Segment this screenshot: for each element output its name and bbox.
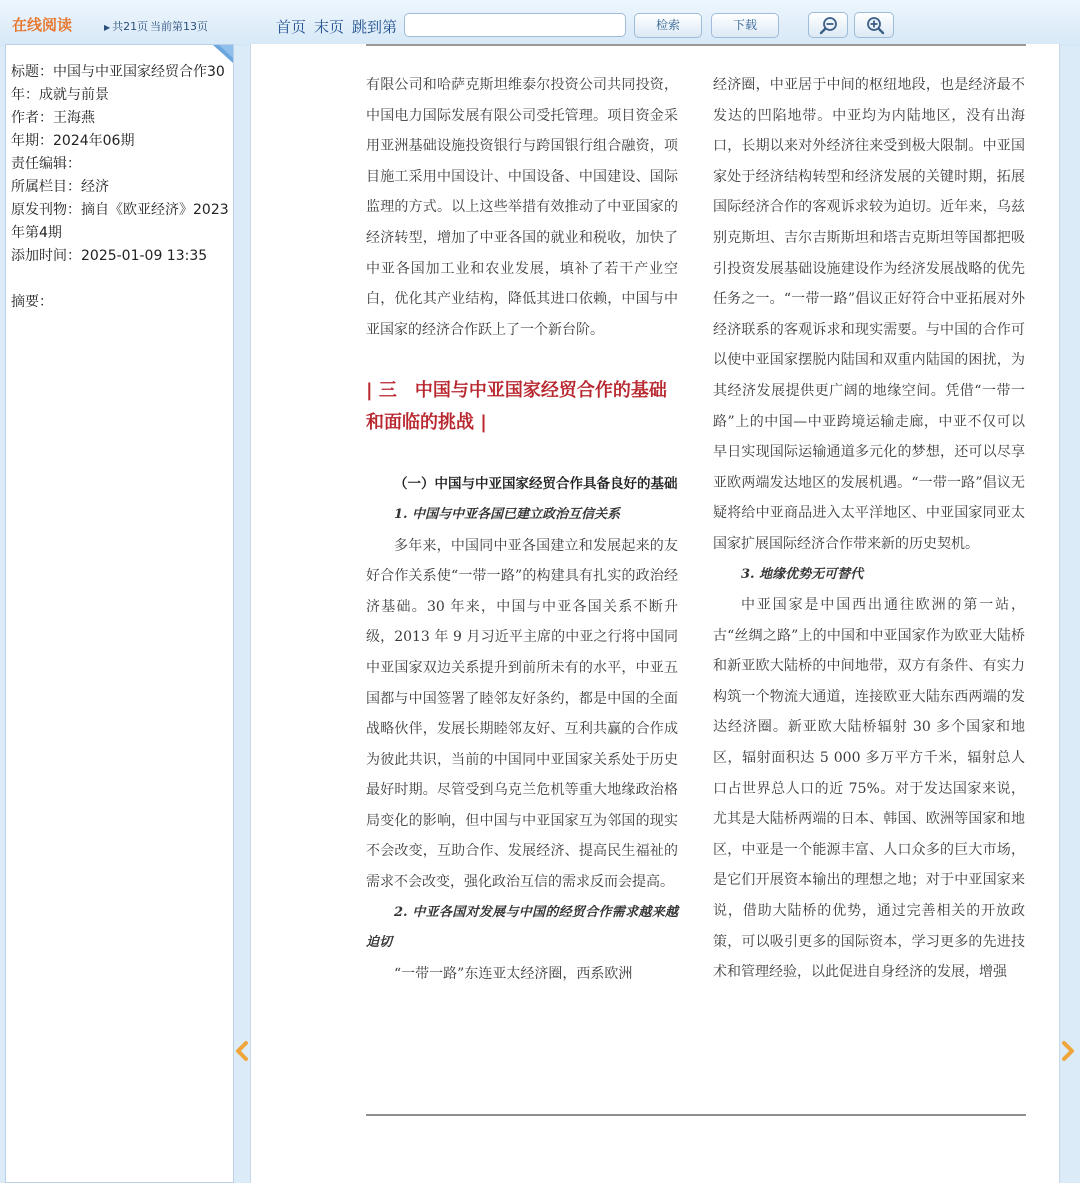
last-page-link[interactable]: 末页 (314, 18, 345, 36)
zoom-out-icon (818, 16, 840, 36)
heading: 3. 地缘优势无可替代 (741, 566, 864, 582)
left-column (366, 70, 678, 989)
article-metadata (11, 61, 231, 314)
article-info-panel (5, 44, 234, 1183)
toolbar (0, 0, 1080, 46)
current-page: 当前第13页 (150, 20, 208, 33)
jump-page-input[interactable] (404, 13, 626, 37)
heading: 1. 中国与中亚各国已建立政治互信关系 (394, 506, 621, 522)
paragraph: 多年来，中国同中亚各国建立和发展起来的友好合作关系使“一带一路”的构建具有扎实的政治经济基础。30 年来，中国与中亚各国关系不断升级，2013 年 9 月习近平主席的中亚之行将中国同中亚国家双边关系提升到前所未有的水平，中亚五国都与中国签署了睦邻友好条约，都是中国的全面战略伙伴，发展长期睦邻友好、互利共赢的合作成为彼此共识，当前的中国同中亚国家关系处于历史最好时期。尽管受到乌克兰危机等重大地缘政治格局变化的影响，但中国与中亚国家互为邻国的现实不会改变，互助合作、发展经济、提高民生福祉的需求不会改变，强化政治互信的需求反而会提高。 (366, 537, 678, 891)
zoom-in-button[interactable] (854, 12, 894, 38)
subsection-title: （一）中国与中亚国家经贸合作具备良好的基础 (394, 476, 678, 493)
jump-to-label: 跳到第 (352, 18, 398, 36)
meta-abstract: 摘要： (11, 294, 53, 310)
search-button[interactable]: 检索 (634, 13, 702, 38)
meta-editor: 责任编辑： (11, 156, 81, 172)
meta-column: 所属栏目：经济 (11, 179, 109, 195)
right-column (713, 70, 1025, 988)
meta-added-time: 添加时间：2025-01-09 13:35 (11, 248, 208, 264)
zoom-out-button[interactable] (808, 12, 848, 38)
zoom-in-icon (864, 16, 886, 36)
download-button[interactable]: 下载 (711, 13, 779, 38)
previous-page-arrow-icon[interactable] (234, 1040, 250, 1062)
meta-issue: 年期：2024年06期 (11, 133, 135, 149)
paragraph: 有限公司和哈萨克斯坦维泰尔投资公司共同投资，中国电力国际发展有限公司受托管理。项目资金采用亚洲基础设施投资银行与跨国银行组合融资，项目施工采用中国设计、中国设备、中国建设、国际监理的方式。以上这些举措有效推动了中亚国家的经济转型，增加了中亚各国的就业和税收，加快了中亚各国加工业和农业发展，填补了若干产业空白，优化其产业结构，降低其进口依赖，中国与中亚国家的经济合作跃上了一个新台阶。 (366, 77, 678, 338)
total-pages-label: 共21页 (112, 20, 149, 33)
first-page-link[interactable]: 首页 (276, 18, 307, 36)
brand-label: 在线阅读 (12, 16, 73, 34)
section-title: | 三 中国与中亚国家经贸合作的基础和面临的挑战 | (366, 380, 667, 434)
meta-author: 作者：王海燕 (11, 110, 95, 126)
total-pages (104, 18, 148, 34)
meta-spacer (11, 268, 231, 291)
page-top-rule (366, 44, 1026, 46)
paragraph: 中亚国家是中国西出通往欧洲的第一站，古“丝绸之路”上的中国和中亚国家作为欧亚大陆桥和新亚欧大陆桥的中间地带，双方有条件、有实力构筑一个物流大通道，连接欧亚大陆东西两端的发达经济圈。新亚欧大陆桥辐射 30 多个国家和地区，辐射面积达 5 000 多万平方千米，辐射总人口占世界总人口的近 75%。对于发达国家来说，尤其是大陆桥两端的日本、韩国、欧洲等国家和地区，中亚是一个能源丰富、人口众多的巨大市场，是它们开展资本输出的理想之地；对于中亚国家来说，借助大陆桥的优势，通过完善相关的开放政策，可以吸引更多的国际资本，学习更多的先进技术和管理经验，以此促进自身经济的发展，增强 (713, 597, 1025, 981)
heading: 2. 中亚各国对发展与中国的经贸合作需求越来越迫切 (366, 904, 678, 951)
paragraph: 经济圈，中亚居于中间的枢纽地段，也是经济最不发达的凹陷地带。中亚均为内陆地区，没有出海口，长期以来对外经济往来受到极大限制。中亚国家处于经济结构转型和经济发展的关键时期，拓展国际经济合作的客观诉求较为迫切。近年来，乌兹别克斯坦、吉尔吉斯斯坦和塔吉克斯坦等国都把吸引投资发展基础设施建设作为经济发展战略的优先任务之一。“一带一路”倡议正好符合中亚拓展对外经济联系的客观诉求和现实需要。与中国的合作可以使中亚国家摆脱内陆国和双重内陆国的困扰，为其经济发展提供更广阔的地缘空间。凭借“一带一路”上的中国—中亚跨境运输走廊，中亚不仅可以早日实现国际运输通道多元化的梦想，还可以尽享亚欧两端发达地区的发展机遇。“一带一路”倡议无疑将给中亚商品进入太平洋地区、中亚国家同亚太国家扩展国际经济合作带来新的历史契机。 (713, 77, 1025, 552)
meta-source: 原发刊物：摘自《欧亚经济》2023年第4期 (11, 202, 229, 241)
document-page (250, 44, 1060, 1183)
paragraph: “一带一路”东连亚太经济圈，西系欧洲 (394, 965, 633, 982)
page-bottom-rule (366, 1114, 1026, 1116)
play-icon: ▶ (104, 23, 111, 32)
next-page-arrow-icon[interactable] (1060, 1040, 1076, 1062)
meta-title: 标题：中国与中亚国家经贸合作30年：成就与前景 (11, 64, 225, 103)
